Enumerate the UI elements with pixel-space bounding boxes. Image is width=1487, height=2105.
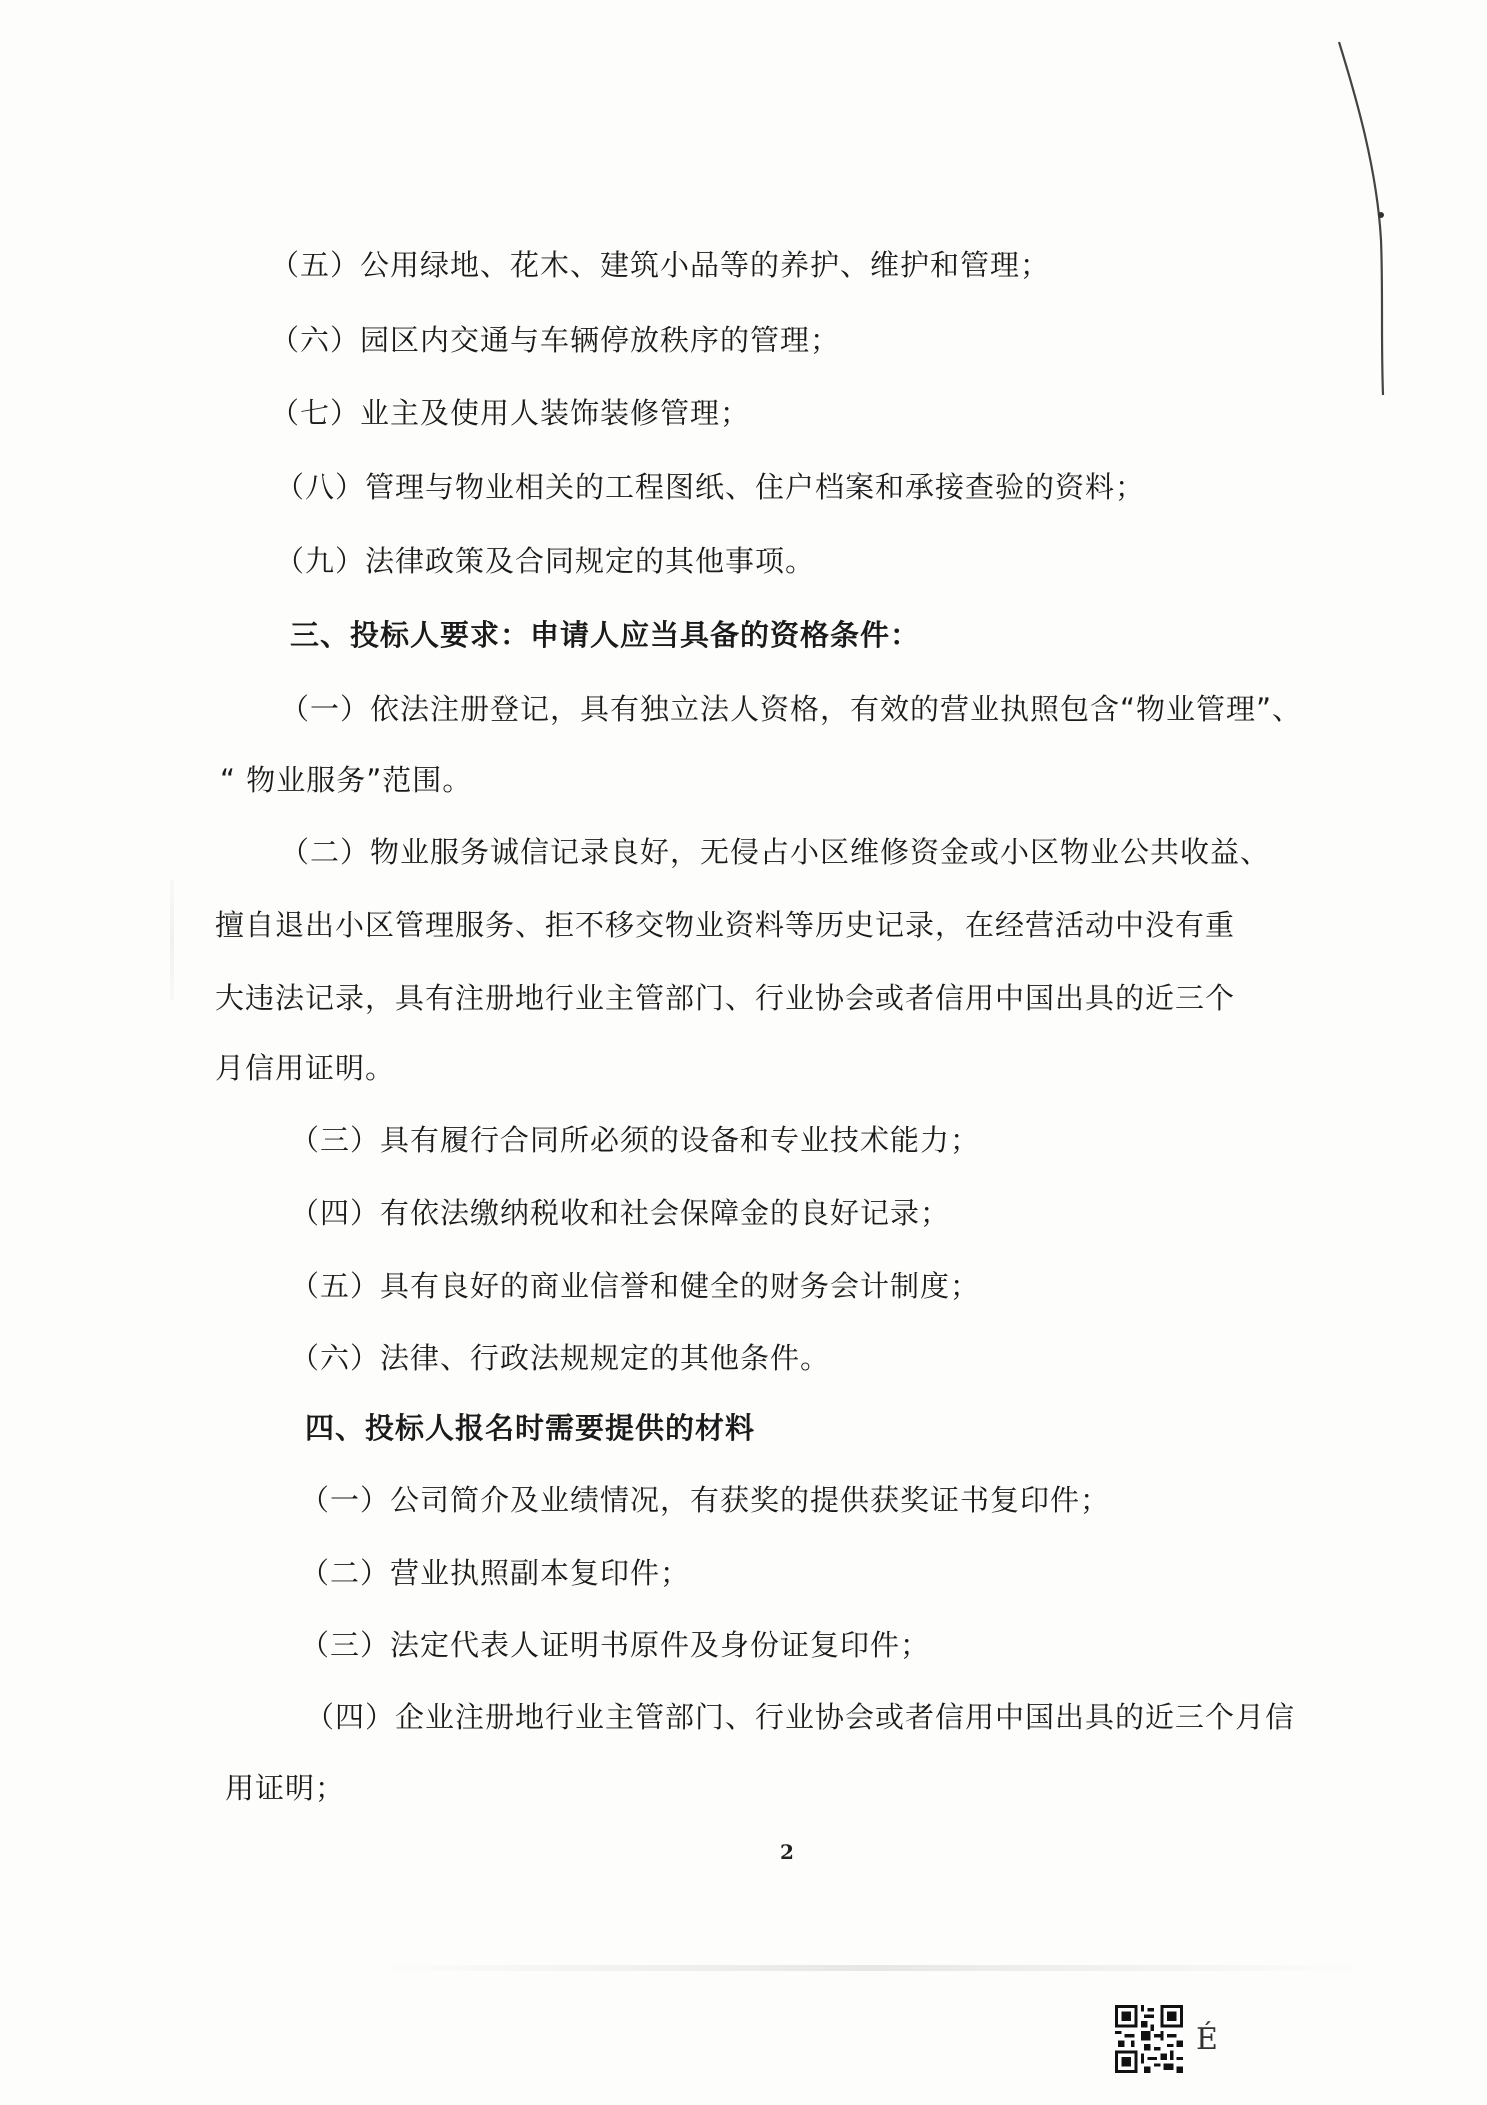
req-six: （六）法律、行政法规规定的其他条件。 (290, 1341, 831, 1375)
qr-code-icon (1115, 2005, 1183, 2073)
item-seven-decoration: （七）业主及使用人装饰装修管理； (270, 396, 751, 430)
scan-edge-mark (1337, 40, 1397, 400)
section-three-heading: 三、投标人要求：申请人应当具备的资格条件： (290, 618, 921, 652)
item-five-green-space: （五）公用绿地、花木、建筑小品等的养护、维护和管理； (270, 248, 1051, 282)
item-nine-other: （九）法律政策及合同规定的其他事项。 (275, 544, 816, 578)
item-eight-documents: （八）管理与物业相关的工程图纸、住户档案和承接查验的资料； (275, 470, 1146, 504)
req-two-line-3: 大违法记录，具有注册地行业主管部门、行业协会或者信用中国出具的近三个 (215, 981, 1236, 1015)
req-one-line-1: （一）依法注册登记，具有独立法人资格，有效的营业执照包含“物业管理”、 (280, 692, 1303, 726)
material-two: （二）营业执照副本复印件； (300, 1556, 691, 1590)
req-four: （四）有依法缴纳税收和社会保障金的良好记录； (290, 1196, 951, 1230)
req-five: （五）具有良好的商业信誉和健全的财务会计制度； (290, 1269, 981, 1303)
material-four-line-1: （四）企业注册地行业主管部门、行业协会或者信用中国出具的近三个月信 (305, 1700, 1296, 1734)
material-three: （三）法定代表人证明书原件及身份证复印件； (300, 1628, 931, 1662)
item-six-traffic: （六）园区内交通与车辆停放秩序的管理； (270, 323, 841, 357)
req-three: （三）具有履行合同所必须的设备和专业技术能力； (290, 1123, 981, 1157)
scan-bottom-smudge (380, 1965, 1360, 1971)
req-two-line-2: 擅自退出小区管理服务、拒不移交物业资料等历史记录，在经营活动中没有重 (215, 908, 1236, 942)
qr-tail-glyph: É (1196, 2022, 1218, 2057)
material-four-line-2: 用证明； (225, 1771, 346, 1805)
material-one: （一）公司简介及业绩情况，有获奖的提供获奖证书复印件； (300, 1483, 1111, 1517)
req-two-line-1: （二）物业服务诚信记录良好，无侵占小区维修资金或小区物业公共收益、 (280, 835, 1271, 869)
scan-smudge (170, 880, 174, 1000)
page-number: 2 (780, 1840, 794, 1864)
req-two-line-4: 月信用证明。 (215, 1051, 396, 1085)
req-one-line-2: “ 物业服务”范围。 (220, 763, 473, 797)
section-four-heading: 四、投标人报名时需要提供的材料 (305, 1411, 756, 1445)
